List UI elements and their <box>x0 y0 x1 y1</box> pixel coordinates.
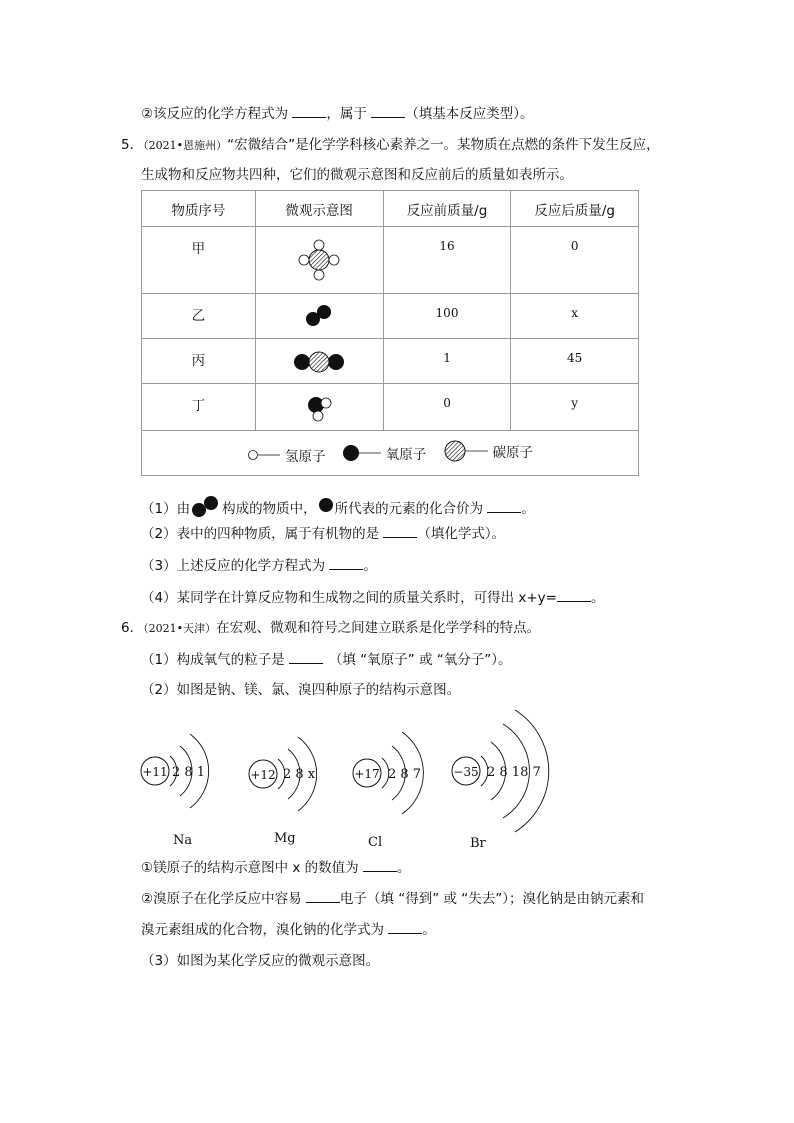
question-line: ②该反应的化学方程式为 ，属于 （填基本反应类型）。 <box>141 106 534 122</box>
atom-cl <box>353 732 423 848</box>
table-cell: 1 <box>383 339 511 384</box>
question-6-part-2-ii: ②溴原子在化学反应中容易 电子（填 “得到” 或 “失去”）；溴化钠是由钠元素和 <box>141 891 645 907</box>
answer-blank[interactable] <box>557 588 591 602</box>
table-cell: 16 <box>383 227 511 294</box>
answer-blank[interactable] <box>487 499 521 513</box>
shell-electrons: 2 8 7 <box>388 767 422 782</box>
table-cell: y <box>511 384 639 431</box>
question-6-part-2-ii-cont: 溴元素组成的化合物，溴化钠的化学式为 。 <box>141 922 436 938</box>
table-cell: 丙 <box>142 339 256 384</box>
answer-blank[interactable] <box>292 104 326 118</box>
molecule-o2 <box>255 294 383 339</box>
question-5-part-2: （2）表中的四种物质，属于有机物的是 （填化学式）。 <box>141 526 506 542</box>
atom-structure-diagrams <box>130 708 570 848</box>
question-5-part-4: （4）某同学在计算反应物和生成物之间的质量关系时，可得出 x+y= 。 <box>141 590 605 606</box>
answer-blank[interactable] <box>363 858 397 872</box>
atom-mg <box>249 737 317 846</box>
nucleus-label: +11 <box>142 765 168 779</box>
question-6-title: 6．（2021•天津）在宏观、微观和符号之间建立联系是化学学科的特点。 <box>121 620 541 636</box>
shell-electrons: 2 8 18 7 <box>487 765 541 780</box>
legend-hydrogen: 氢原子 <box>247 445 326 465</box>
question-5-part-1: （1）由 构成的物质中， 所代表的元素的化合价为 。 <box>141 495 535 520</box>
table-cell: 100 <box>383 294 511 339</box>
answer-blank[interactable] <box>329 556 363 570</box>
question-6-part-3: （3）如图为某化学反应的微观示意图。 <box>141 953 380 969</box>
table-cell: 乙 <box>142 294 256 339</box>
table-cell: 0 <box>511 227 639 294</box>
shell-electrons: 2 8 1 <box>172 765 206 780</box>
table-legend <box>142 431 639 476</box>
table-header: 微观示意图 <box>255 191 383 227</box>
table-header: 反应后质量/g <box>511 191 639 227</box>
atom-symbol: Na <box>173 833 193 848</box>
question-6-part-2: （2）如图是钠、镁、氯、溴四种原子的结构示意图。 <box>141 682 461 698</box>
table-cell: 45 <box>511 339 639 384</box>
table-cell: 甲 <box>142 227 256 294</box>
question-5-part-3: （3）上述反应的化学方程式为 。 <box>141 558 377 574</box>
answer-blank[interactable] <box>306 889 340 903</box>
question-6-part-2-i: ①镁原子的结构示意图中 x 的数值为 。 <box>141 860 411 876</box>
answer-blank[interactable] <box>383 524 417 538</box>
table-cell: 丁 <box>142 384 256 431</box>
molecule-h2o <box>255 384 383 431</box>
table-header: 反应前质量/g <box>383 191 511 227</box>
atom-symbol: Br <box>470 836 486 848</box>
answer-blank[interactable] <box>371 104 405 118</box>
answer-blank[interactable] <box>388 920 422 934</box>
molecule-co2 <box>255 339 383 384</box>
nucleus-label: +17 <box>354 767 380 781</box>
legend-oxygen: 氧原子 <box>342 443 427 463</box>
atom-symbol: Mg <box>274 831 296 846</box>
legend-carbon: 碳原子 <box>443 440 534 462</box>
atom-na <box>141 734 209 848</box>
oxygen-atom-icon <box>317 498 335 516</box>
question-5-title: 5．（2021•恩施州）“宏微结合”是化学学科核心素养之一。某物质在点燃的条件下发生反应， <box>121 137 660 153</box>
table-cell: 0 <box>383 384 511 431</box>
table-header: 物质序号 <box>142 191 256 227</box>
answer-blank[interactable] <box>289 650 323 664</box>
atom-br <box>452 710 549 848</box>
nucleus-label: −35 <box>453 765 479 779</box>
question-5-text: 生成物和反应物共四种，它们的微观示意图和反应前后的质量如表所示。 <box>141 167 573 183</box>
shell-electrons: 2 8 x <box>283 767 316 782</box>
oxygen-molecule-icon <box>190 495 222 519</box>
table-cell: x <box>511 294 639 339</box>
nucleus-label: +12 <box>250 768 276 782</box>
atom-symbol: Cl <box>368 835 383 848</box>
question-6-part-1: （1）构成氧气的粒子是 （填 “氧原子” 或 “氧分子”）。 <box>141 652 512 668</box>
molecule-ch4 <box>255 227 383 294</box>
substance-table <box>141 190 639 476</box>
